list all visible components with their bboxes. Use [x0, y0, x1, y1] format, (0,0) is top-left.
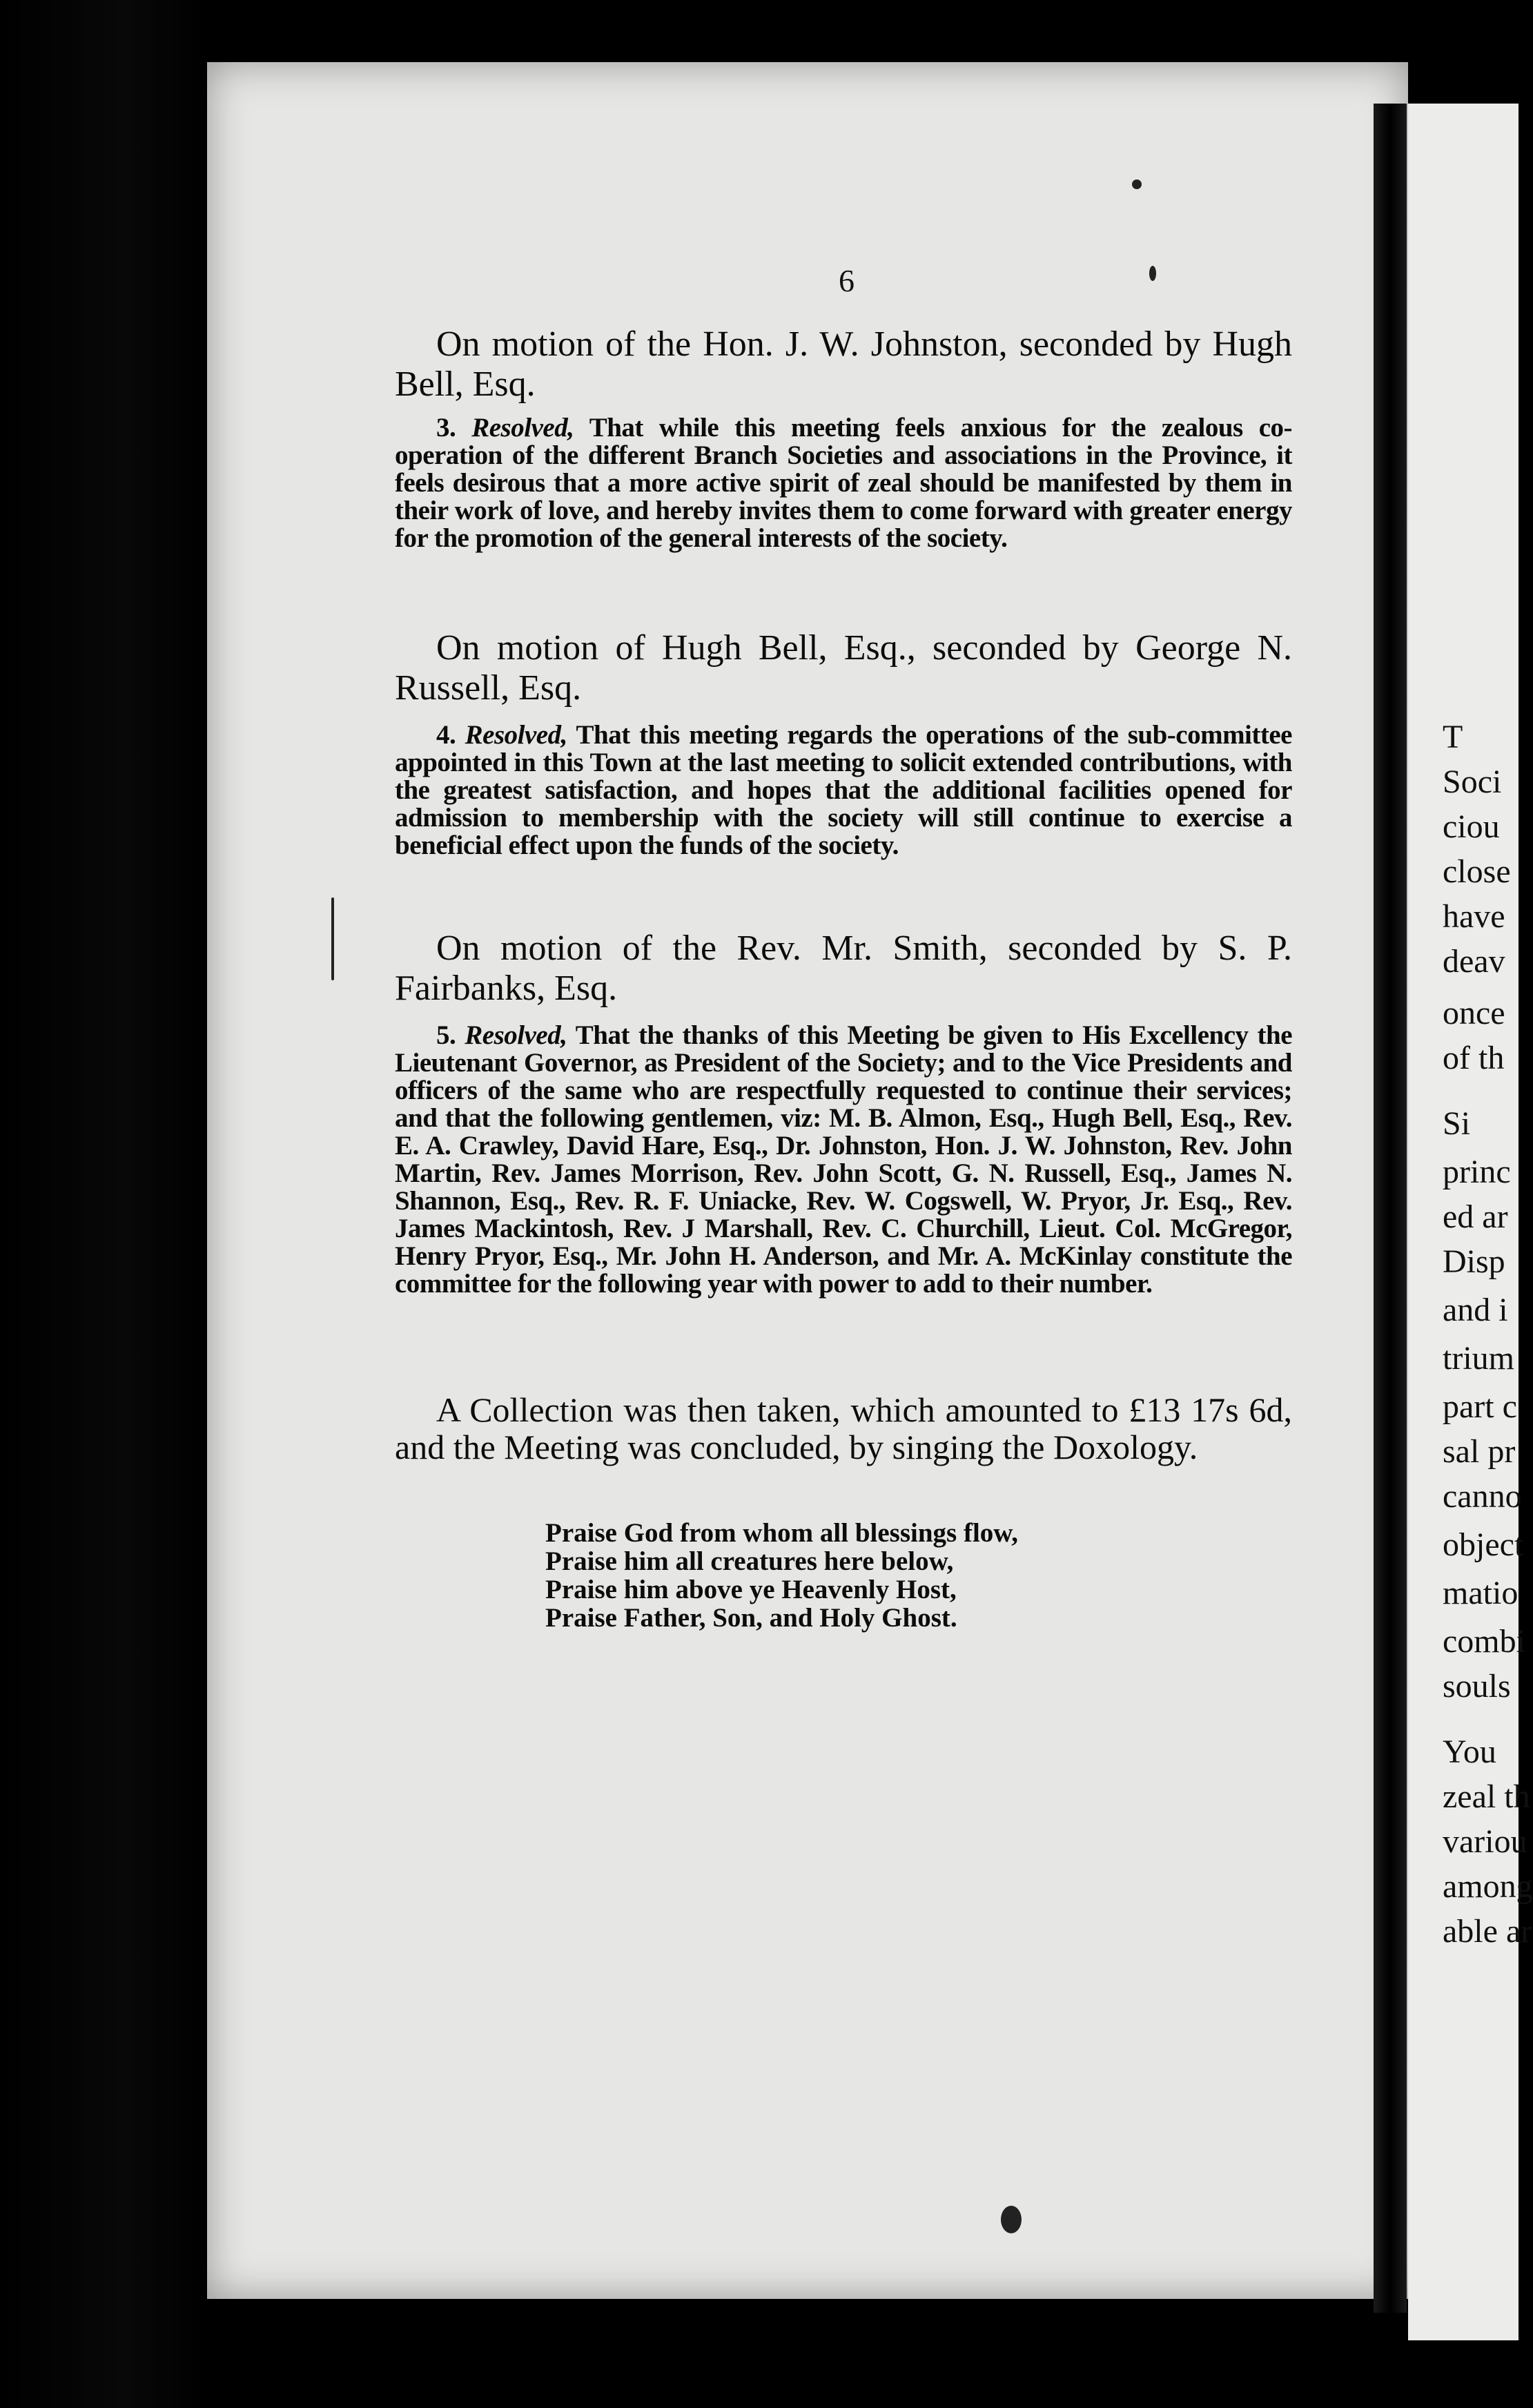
- resolution-4-text: That this meeting regards the operations of the sub-committee appointed in this Town at the last meeting to solicit extended contributions, with the greatest satisfaction, and hopes that the additional facilities opened for admission to membership with the society will still continue to exercise a beneficial effect upon the funds of the society.: [395, 720, 1292, 860]
- facing-page-fragment: deav: [1443, 943, 1505, 980]
- facing-page-fragment: among: [1443, 1868, 1533, 1905]
- hymn-line: Praise Father, Son, and Holy Ghost.: [545, 1603, 957, 1633]
- resolution-3-text: That while this meeting feels anxious for the zealous co-operation of the different Branch Societies and associations in the Province, it feels desirous that a more active spirit of zeal should be manifested by them in their work of love, and hereby invites them to come forward with greater energy for the promotion of the general interests of the society.: [395, 413, 1292, 553]
- dust-speck: [1149, 266, 1156, 281]
- motion-2: On motion of Hugh Bell, Esq., seconded by George N. Russell, Esq.: [395, 628, 1292, 708]
- resolution-5-text: That the thanks of this Meeting be given to His Excellency the Lieutenant Governor, as President of the Society; and to the Vice Presidents and officers of the same who are respectfully requested to continue their services; and that the following gentlemen, viz: M. B. Almon, Esq., Hugh Bell, Esq., Rev. E. A. Crawley, David Hare, Esq., Dr. Johnston, Hon. J. W. Johnston, Rev. John Martin, Rev. James Morrison, Rev. John Scott, G. N. Russell, Esq., James N. Shannon, Esq., Rev. R. F. Uniacke, Rev. W. Cogswell, W. Pryor, Jr. Esq., Rev. James Mackintosh, Rev. J Marshall, Rev. C. Churchill, Lieut. Col. McGregor, Henry Pryor, Esq., Mr. John H. Anderson, and Mr. A. McKinlay constitute the committee for the following year with power to add to their number.: [395, 1020, 1293, 1299]
- facing-page-fragment: sal pr: [1443, 1433, 1516, 1470]
- facing-page-fragment: T: [1443, 719, 1463, 755]
- facing-page-fragment: trium: [1443, 1340, 1514, 1377]
- resolution-5-keyword: Resolved,: [465, 1020, 567, 1050]
- resolution-4-keyword: Resolved,: [465, 720, 567, 750]
- facing-page-fragment: Soci: [1443, 764, 1502, 800]
- facing-page-fragment: souls: [1443, 1668, 1511, 1705]
- facing-page-fragment: combi: [1443, 1623, 1525, 1660]
- facing-page-fragment: ed ar: [1443, 1198, 1508, 1235]
- facing-page-fragment: and i: [1443, 1292, 1508, 1328]
- facing-page-fragment: of th: [1443, 1040, 1505, 1076]
- facing-page-fragment: once: [1443, 995, 1505, 1031]
- facing-page-fragment: have: [1443, 898, 1505, 935]
- dust-speck: [1132, 179, 1142, 189]
- dust-speck: [1001, 2206, 1022, 2233]
- resolution-5: [395, 1022, 1292, 1298]
- resolution-4-number: 4.: [436, 720, 456, 750]
- resolution-5-number: 5.: [436, 1020, 456, 1050]
- facing-page-fragment: Si: [1443, 1105, 1471, 1142]
- hymn-line: Praise him all creatures here below,: [545, 1546, 954, 1576]
- resolution-3-keyword: Resolved,: [471, 413, 574, 443]
- facing-page-fragment: close: [1443, 853, 1511, 890]
- resolution-4: [395, 721, 1292, 860]
- page-number: 6: [839, 263, 855, 298]
- facing-page-fragment: canno: [1443, 1478, 1522, 1515]
- dust-speck: [331, 897, 334, 980]
- facing-page-fragment: princ: [1443, 1154, 1511, 1190]
- facing-page-fragment: Disp: [1443, 1243, 1505, 1280]
- facing-page-fragment: object: [1443, 1526, 1524, 1563]
- film-border-left: [0, 0, 207, 2408]
- facing-page-fragment: You: [1443, 1734, 1496, 1770]
- facing-page-fragment: part c: [1443, 1388, 1517, 1425]
- collection-paragraph: A Collection was then taken, which amounted to £13 17s 6d, and the Meeting was concluded, by singing the Doxology.: [395, 1390, 1292, 1466]
- motion-3: On motion of the Rev. Mr. Smith, seconded by S. P. Fairbanks, Esq.: [395, 929, 1292, 1008]
- page-gutter: [1374, 104, 1407, 2313]
- resolution-3: [395, 414, 1292, 552]
- facing-page-fragment: able ar: [1443, 1913, 1532, 1950]
- hymn-line: Praise God from whom all blessings flow,: [545, 1518, 1019, 1548]
- motion-1: On motion of the Hon. J. W. Johnston, seconded by Hugh Bell, Esq.: [395, 324, 1292, 404]
- facing-page-fragment: matio: [1443, 1575, 1519, 1611]
- facing-page-fragment: zeal th: [1443, 1778, 1530, 1815]
- doxology-hymn: [545, 1519, 1166, 1632]
- facing-page-fragment: variou: [1443, 1823, 1527, 1860]
- facing-page-fragment: ciou: [1443, 808, 1500, 845]
- resolution-3-number: 3.: [436, 413, 456, 443]
- hymn-line: Praise him above ye Heavenly Host,: [545, 1575, 957, 1604]
